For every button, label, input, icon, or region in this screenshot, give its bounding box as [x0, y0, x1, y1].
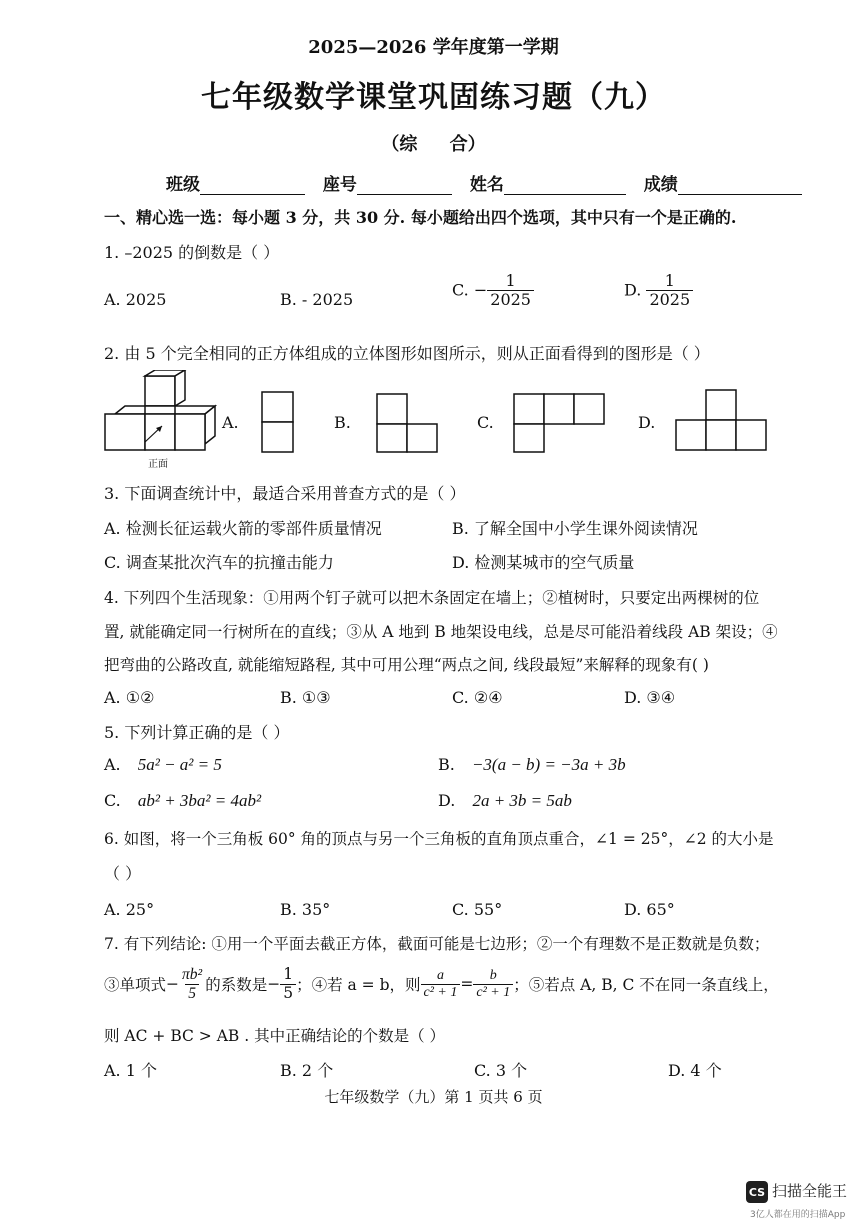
page-title: 七年级数学课堂巩固练习题（九）: [201, 80, 666, 115]
view-b-bottom-right: [407, 424, 437, 452]
section1-heading: 一、精心选一选：每小题 3 分，共 30 分. 每小题给出四个选项，其中只有一个是正确的.: [104, 208, 737, 227]
q5-b-expr: −3(a − b) = −3a + 3b: [471, 755, 626, 774]
q6-option-c: C. 55°: [452, 900, 503, 919]
q7-l2-part1: ③单项式: [104, 976, 167, 995]
q4-option-d: D. ③④: [624, 688, 676, 707]
class-label: 班级: [166, 175, 200, 195]
q1-option-b: B. - 2025: [280, 290, 354, 309]
q2-option-a-figure: [260, 390, 296, 454]
q1-option-c-fraction: [487, 272, 534, 310]
q1-c-den: 2025: [487, 290, 534, 309]
q6-option-a: A. 25°: [104, 900, 155, 919]
score-label: 成绩: [643, 175, 678, 195]
q5-c-expr: ab² + 3ba² = 4ab²: [137, 791, 262, 810]
q2-stem: 2. 由 5 个完全相同的正方体组成的立体图形如图所示，则从正面看得到的图形是（ ）: [104, 344, 710, 363]
q4-line-3: 把弯曲的公路改直, 就能缩短路程, 其中可用公理“两点之间, 线段最短”来解释的现象有( ): [104, 656, 709, 674]
q1-option-c-label: C.: [452, 280, 469, 300]
q6-option-b: B. 35°: [280, 900, 331, 919]
info-fields-row: [166, 170, 802, 195]
q5-c-label: C.: [104, 791, 121, 810]
q5-a-expr: 5a² − a² = 5: [137, 755, 222, 774]
view-c-top-1: [514, 394, 544, 424]
cube-top-front: [145, 376, 175, 406]
q5-d-label: D.: [438, 791, 456, 810]
q2-option-d-figure: [674, 388, 768, 452]
name-blank: [504, 176, 626, 195]
q2-option-b-label: B.: [334, 413, 351, 432]
q7-frac1-num: πb²: [182, 966, 203, 983]
view-c-top-3: [574, 394, 604, 424]
q7-frac4-den: c² + 1: [473, 984, 513, 1001]
q2-option-b-figure: [375, 392, 439, 454]
view-d-top: [706, 390, 736, 420]
view-d-bottom-3: [736, 420, 766, 450]
q7-frac4-num: b: [489, 967, 497, 983]
q7-frac2-den: 5: [280, 984, 296, 1003]
q1-option-c-sign: −: [473, 280, 488, 300]
seat-label: 座号: [322, 175, 357, 195]
q7-line-1: 7. 有下列结论: ①用一个平面去截正方体，截面可能是七边形；②一个有理数不是正数就是负数；: [104, 935, 770, 953]
q1-d-den: 2025: [646, 290, 693, 309]
page-footer: 七年级数学（九）第 1 页共 6 页: [324, 1088, 543, 1106]
camscanner-logo-icon: CS: [746, 1181, 768, 1203]
view-d-bottom-1: [676, 420, 706, 450]
q1-option-a: A. 2025: [104, 290, 167, 309]
q5-option-c: [104, 791, 261, 811]
q5-option-b: [438, 755, 626, 775]
q6-line-2: （ ）: [104, 864, 142, 883]
q2-option-c-figure: [512, 392, 606, 454]
cube-middle-top: [145, 406, 175, 414]
seat-blank: [357, 176, 452, 195]
q7-frac2-sign: −: [267, 975, 281, 994]
q2-option-a-label: A.: [222, 413, 239, 432]
q7-frac1-den: 5: [185, 984, 199, 1003]
q7-frac1-sign: −: [166, 975, 180, 994]
q5-option-a: [104, 755, 222, 775]
view-c-top-2: [544, 394, 574, 424]
q7-frac2: [280, 966, 296, 1003]
q3-option-d: D. 检测某城市的空气质量: [452, 553, 635, 572]
cube-front-right: [175, 414, 205, 450]
cube-front-left: [105, 414, 145, 450]
q4-line-1: 4. 下列四个生活现象：①用两个钉子就可以把木条固定在墙上；②植树时，只要定出两棵树的位: [104, 589, 760, 607]
q7-line-2: [104, 966, 779, 1003]
q1-d-num: 1: [664, 271, 675, 290]
view-b-bottom-left: [377, 424, 407, 452]
q3-option-b: B. 了解全国中小学生课外阅读情况: [452, 519, 698, 538]
q1-stem: 1. –2025 的倒数是（ ）: [104, 243, 280, 262]
q3-option-a: A. 检测长征运载火箭的零部件质量情况: [104, 519, 382, 538]
q7-l2-part2: 的系数是: [205, 976, 268, 995]
q7-l2-part3: ；④若 a = b，则: [296, 976, 421, 995]
q7-l2-part4: ；⑤若点 A, B, C 不在同一条直线上，: [513, 976, 779, 995]
term-heading: 2025—2026 学年度第一学期: [308, 37, 559, 58]
q7-option-a: A. 1 个: [104, 1061, 157, 1080]
q3-option-c: C. 调查某批次汽车的抗撞击能力: [104, 553, 334, 572]
page-subtitle: （综 合）: [381, 134, 486, 155]
view-a-bottom: [262, 422, 293, 452]
q5-a-label: A.: [104, 755, 121, 774]
score-blank: [678, 176, 802, 195]
q7-frac3-num: a: [436, 967, 444, 983]
q1-c-num: 1: [505, 271, 516, 290]
q5-stem: 5. 下列计算正确的是（ ）: [104, 723, 290, 742]
cube-top-side: [175, 370, 185, 406]
q1-option-c: [452, 272, 534, 310]
camscanner-name: 扫描全能王: [772, 1182, 848, 1200]
class-blank: [200, 176, 305, 195]
q2-option-c-label: C.: [477, 413, 494, 432]
q7-frac1: [179, 966, 205, 1003]
q7-l2-eq: =: [460, 975, 474, 994]
q4-option-a: A. ①②: [104, 688, 155, 707]
q1-option-d-label: D.: [624, 280, 642, 300]
q7-frac4: [473, 968, 513, 1001]
q5-b-label: B.: [438, 755, 455, 774]
q7-frac3-den: c² + 1: [421, 984, 461, 1001]
view-d-bottom-2: [706, 420, 736, 450]
q7-option-b: B. 2 个: [280, 1061, 334, 1080]
q7-line-3: 则 AC + BC > AB . 其中正确结论的个数是（ ）: [104, 1027, 445, 1045]
q4-option-c: C. ②④: [452, 688, 503, 707]
q4-option-b: B. ①③: [280, 688, 331, 707]
q7-frac2-num: 1: [283, 965, 294, 983]
q5-option-d: [438, 791, 572, 811]
q6-line-1: 6. 如图，将一个三角板 60° 角的顶点与另一个三角板的直角顶点重合，∠1 = 25°，∠2 的大小是: [104, 830, 774, 848]
view-b-top: [377, 394, 407, 424]
q3-stem: 3. 下面调查统计中，最适合采用普查方式的是（ ）: [104, 484, 466, 503]
q4-line-2: 置, 就能确定同一行树所在的直线；③从 A 地到 B 地架设电线，总是尽可能沿着线段 AB 架设；④: [104, 623, 778, 641]
view-c-bottom: [514, 424, 544, 452]
q2-option-d-label: D.: [638, 413, 656, 432]
q7-frac3: [421, 968, 461, 1001]
q7-option-d: D. 4 个: [668, 1061, 722, 1080]
camscanner-tagline: 3亿人都在用的扫描App: [750, 1210, 846, 1220]
name-label: 姓名: [469, 175, 504, 195]
q7-option-c: C. 3 个: [474, 1061, 528, 1080]
q2-front-label: 正面: [148, 459, 168, 470]
q1-option-d: [624, 272, 693, 310]
q5-d-expr: 2a + 3b = 5ab: [472, 791, 572, 810]
q6-option-d: D. 65°: [624, 900, 675, 919]
view-a-top: [262, 392, 293, 422]
q1-option-d-fraction: [646, 272, 693, 310]
